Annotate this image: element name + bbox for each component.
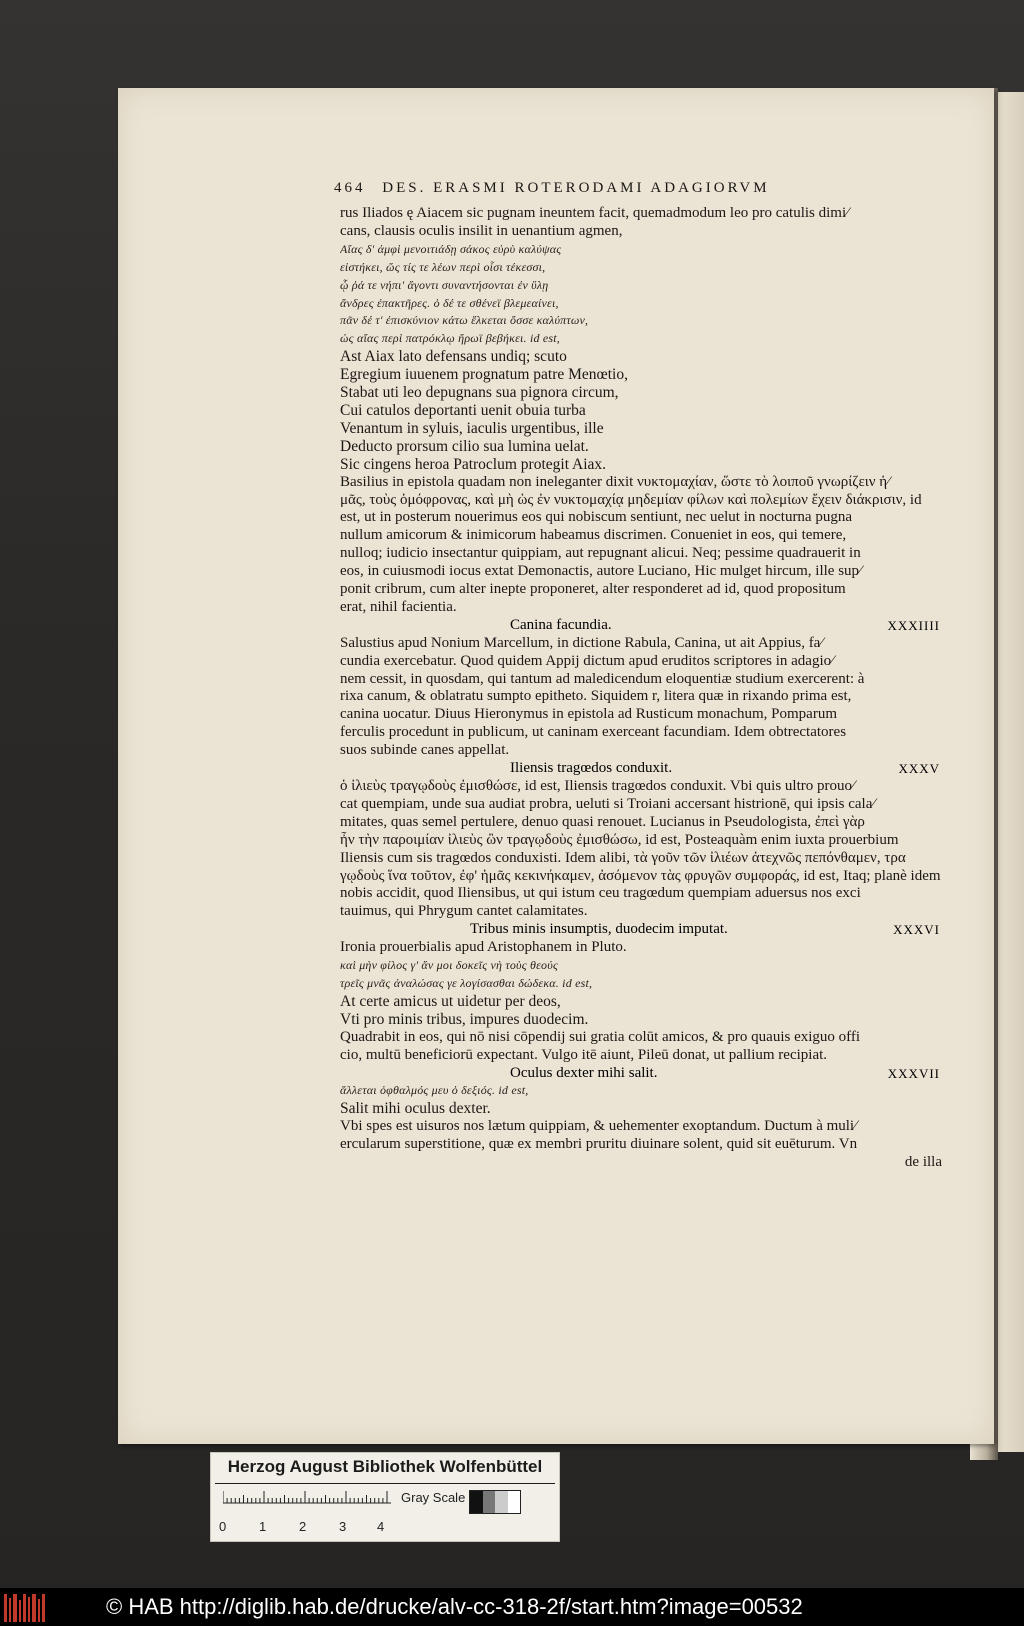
catchword: de illa [904, 1154, 942, 1171]
text-line: ἅλλεται ὀφθαλμός μευ ὁ δεξιός. id est, [340, 1083, 529, 1098]
text-line: ercularum superstitione, quæ ex membri pruritu diuinare solent, quid sit euēturum. Vn [340, 1136, 858, 1153]
text-line: Deducto prorsum cilio sua lumina uelat. [340, 437, 589, 455]
ruler-divider [215, 1483, 555, 1484]
copyright-url: © HAB http://diglib.hab.de/drucke/alv-cc-318-2f/start.htm?image=00532 [106, 1594, 803, 1619]
running-title: DES. ERASMI ROTERODAMI ADAGIORVM [382, 180, 770, 196]
text-line: At certe amicus ut uidetur per deos, [340, 992, 561, 1010]
ruler-number: 3 [339, 1519, 347, 1534]
text-line: ἦν τὴν παροιμίαν ἰλιεὺς ὢν τραγῳδοὺς ἐμισθώσω, id est, Posteaquàm enim iuxta prouerbium [340, 831, 899, 848]
text-line: tauimus, qui Phrygum cantet calamitates. [340, 903, 588, 920]
adage-number: XXXIIII [887, 617, 940, 633]
text-line: eos, in cuiusmodi iocus extat Demonactis, autore Luciano, Hic mulget hircum, ille sup⁄ [340, 563, 862, 580]
text-line: τρεῖς μνᾶς ἀναλώσας γε λογίσασθαι δώδεκα. id est, [340, 975, 593, 990]
text-group-1 [340, 205, 942, 617]
text-line: καὶ μὴν φίλος γ' ἄν μοι δοκεῖς νὴ τοὺς θεούς [340, 958, 559, 973]
gray-scale-label: Gray Scale [401, 1490, 466, 1505]
footer-bar [0, 1588, 1024, 1626]
adage-heading-xxxiiii [340, 617, 942, 635]
text-line: Stabat uti leo depugnans sua pignora circum, [340, 384, 619, 402]
text-line: cio, multū beneficiorū expectant. Vulgo itē aiunt, Pileū donat, ut pallium recipiat. [340, 1046, 828, 1063]
text-group-4 [340, 939, 942, 1064]
text-line: ᾧ ῥά τε νήπι' ἄγοντι συναντήσονται ἐν ὕλῃ [340, 277, 549, 292]
text-line: mitates, quas semel pertulere, denuo quasi renouet. Lucianus in Pseudologista, ἐπεὶ γὰρ [340, 813, 865, 830]
text-line: cundia exercebatur. Quod quidem Appij dictum apud eruditos scriptores in adagio⁄ [340, 652, 834, 669]
text-line: Quadrabit in eos, qui nō nisi cōpendij sui gratia colūt amicos, & pro quauis exiguo offi [340, 1028, 861, 1045]
text-line: cans, clausis oculis insilit in uenantium agmen, [340, 222, 623, 239]
text-line: Salit mihi oculus dexter. [340, 1100, 491, 1118]
page-number: 464 [334, 180, 366, 196]
text-line: Αἴας δ' ἀμφὶ μενοιτιάδῃ σάκος εὐρὺ καλύψας [340, 241, 562, 256]
text-line: Salustius apud Nonium Marcellum, in dictione Rabula, Canina, ut ait Appius, fa⁄ [340, 634, 823, 651]
text-line: nobis accidit, quod Iliensibus, ut qui istum ceu tragœdum quempiam aduersus nos exci [340, 885, 861, 902]
text-line: Ironia prouerbialis apud Aristophanem in Pluto. [340, 939, 627, 956]
text-line: Ast Aiax lato defensans undiq; scuto [340, 348, 567, 366]
text-line: nem cessit, in quosdam, qui tantum ad maledicendum eloquentiæ studium exercerent: à [340, 670, 865, 687]
text-line: canina uocatur. Diuus Hieronymus in epistola ad Rusticum monachum, Pomparum [340, 706, 837, 723]
text-group-5 [340, 1082, 942, 1154]
page-text-block [340, 205, 942, 1172]
adage-number: XXXV [898, 761, 940, 777]
adage-heading-xxxvi [340, 921, 942, 939]
text-group-2 [340, 635, 942, 760]
text-line: cat quempiam, unde sua audiat probra, ueluti si Troiani accersant histrionē, qui ipsis cala⁄ [340, 795, 875, 812]
text-line: ἄνδρες ἐπακτῆρες. ὁ δέ τε σθένεϊ βλεμεαίνει, [340, 295, 559, 310]
adage-title: Tribus minis insumptis, duodecim imputat. [470, 921, 728, 938]
text-line: ferculis procedunt in publicum, ut caninam exerceant facundiam. Idem obtrectatores [340, 724, 847, 741]
text-line: πᾶν δέ τ' ἐπισκύνιον κάτω ἕλκεται ὄσσε καλύπτων, [340, 313, 589, 328]
ruler-number: 0 [219, 1519, 227, 1534]
text-line: rixa canum, & oblatratu sumpto epitheto. Siquidem r, litera quæ in rixando prima est, [340, 688, 852, 705]
adage-title: Canina facundia. [510, 616, 612, 633]
text-line: εἱστήκει, ὥς τίς τε λέων περὶ οἷσι τέκεσσι, [340, 259, 546, 274]
adage-heading-xxxv [340, 760, 942, 778]
text-line: Sic cingens heroa Patroclum protegit Aiax. [340, 455, 607, 473]
text-line: rus Iliados ę Aiacem sic pugnam ineuntem facit, quemadmodum leo pro catulis dimi⁄ [340, 205, 849, 221]
ruler-number: 2 [299, 1519, 307, 1534]
color-ruler-card [210, 1452, 560, 1542]
text-line: Iliensis cum sis tragœdos conduxisti. Idem alibi, τὰ γοῦν τῶν ἰλιέων ἀτεχνῶς πεπόνθαμεν, τρα [340, 849, 906, 866]
adage-heading-xxxvii [340, 1065, 942, 1083]
text-line: γῳδοὺς ἵνα τοῦτον, ἐφ' ἡμᾶς κεκινήκαμεν, ἀσόμενον τὰς φρυγῶν συμφοράς, id est, Itaq; planè idem [340, 867, 941, 884]
text-line: Basilius in epistola quadam non ineleganter dixit νυκτομαχίαν, ὥστε τὸ λοιποῦ γνωρίζειν ἡ⁄ [340, 473, 890, 490]
text-line: Venantum in syluis, iaculis urgentibus, ille [340, 419, 604, 437]
adage-number: XXXVI [893, 922, 940, 938]
text-line: est, ut in posterum nouerimus eos qui nobiscum sentiunt, nec uelut in nocturna pugna [340, 509, 852, 526]
text-line: ponit cribrum, cum alter inepte proponeret, alter responderet ad id, quod propositum [340, 581, 846, 598]
text-line: μᾶς, τοὺς ὁμόφρονας, καὶ μὴ ὡς ἐν νυκτομαχίᾳ μηδεμίαν φίλων καὶ πολεμίων ἔχειν διάκρισιν, id [340, 491, 922, 508]
text-line: Vbi spes est uisuros nos lætum quippiam, & uehementer exoptandum. Ductum à muli⁄ [340, 1118, 857, 1135]
text-line: Vti pro minis tribus, impures duodecim. [340, 1010, 589, 1028]
text-line: nulloq; iudicio insectantur quippiam, aut repugnant alicui. Neq; pessime quadrauerit in [340, 545, 861, 562]
text-line: Egregium iuuenem prognatum patre Menœtio, [340, 366, 628, 384]
text-line: nullum amicorum & inimicorum habeamus discrimen. Conueniet in eos, qui temere, [340, 527, 847, 544]
ruler-number: 4 [377, 1519, 385, 1534]
hab-logo-icon [4, 1594, 46, 1622]
text-line: Cui catulos deportanti uenit obuia turba [340, 401, 586, 419]
text-line: erat, nihil facientia. [340, 598, 457, 615]
gray-scale-swatch [469, 1490, 521, 1514]
library-name: Herzog August Bibliothek Wolfenbüttel [227, 1457, 543, 1476]
ruler-scale-icon [223, 1491, 391, 1515]
adage-number: XXXVII [887, 1065, 940, 1081]
running-header [334, 180, 904, 197]
text-group-3 [340, 778, 942, 921]
adage-title: Iliensis tragœdos conduxit. [510, 760, 673, 777]
text-line: ὁ ἰλιεὺς τραγῳδοὺς ἐμισθώσε, id est, Iliensis tragœdos conduxit. Vbi quis ultro prouo⁄ [340, 778, 855, 794]
text-line: ὡς αἴας περὶ πατρόκλῳ ἥρωϊ βεβήκει. id est, [340, 331, 561, 346]
adage-title: Oculus dexter mihi salit. [510, 1064, 658, 1081]
text-line: suos subinde canes appellat. [340, 742, 510, 759]
ruler-number: 1 [259, 1519, 267, 1534]
